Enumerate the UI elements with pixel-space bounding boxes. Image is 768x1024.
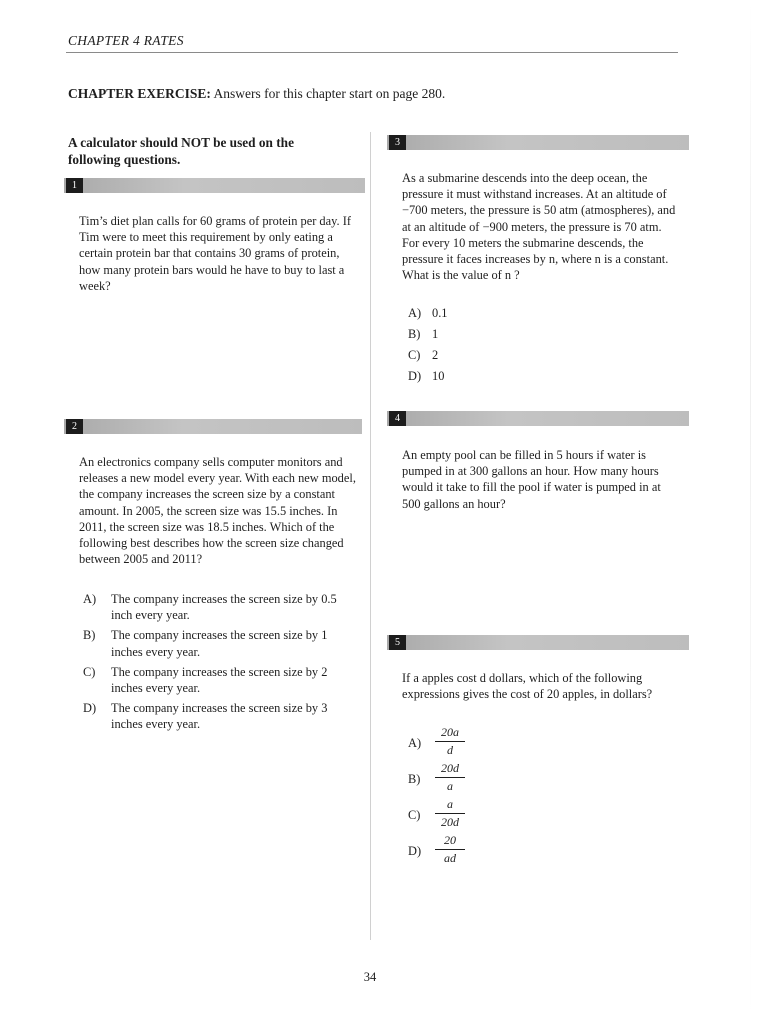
exercise-heading [68, 86, 445, 102]
question-2-choice-b [83, 627, 355, 659]
question-5-choice-c [408, 797, 528, 833]
question-2-text: An electronics company sells computer monitors and releases a new model every year. With each new model, the company increases the screen size by a constant amount. In 2005, the screen size was 15.5 inches. In 2011, the screen size was 18.5 inches. Which of the following best describes how the screen size changed between 2005 and 2011? [79, 455, 356, 567]
calculator-note [68, 134, 358, 168]
question-3-choice-a [408, 305, 528, 326]
fraction-denominator: ad [444, 851, 456, 865]
choice-text: 2 [432, 348, 439, 362]
choice-letter: D) [408, 844, 422, 858]
fraction-denominator: a [447, 779, 453, 793]
question-4-number: 4 [389, 411, 406, 426]
column-divider [370, 132, 371, 940]
calculator-note-line-1: A calculator should NOT be used on the [68, 135, 294, 150]
question-3-choice-d [408, 368, 528, 389]
question-1-header-bar [64, 178, 365, 193]
question-5-header-bar [387, 635, 689, 650]
header-rule [66, 52, 678, 53]
choice-letter: B) [408, 327, 421, 341]
question-3-text: As a submarine descends into the deep ocean, the pressure it must withstand increases. At an altitude of −700 meters, the pressure is 50 atm (atmospheres), and at an altitude of −900 meters, the pressure is 70 atm. For every 10 meters the submarine descends, the pressure it faces increases by n, where n is a constant. What is the value of n ? [402, 171, 676, 283]
question-2-header-bar [64, 419, 362, 434]
fraction-denominator: 20d [441, 815, 459, 829]
question-2-choice-d [83, 700, 355, 732]
choice-letter: A) [83, 592, 97, 606]
choice-letter: B) [83, 628, 96, 643]
fraction [435, 797, 465, 830]
choice-text: 1 [432, 327, 439, 341]
calculator-note-line-2: following questions. [68, 152, 181, 167]
choice-text: The company increases the screen size by 0.5 inch every year. [111, 592, 337, 623]
scan-edge [750, 0, 751, 1024]
choice-text: The company increases the screen size by 2 inches every year. [111, 664, 328, 696]
question-2-choice-a [83, 591, 355, 623]
choice-letter: A) [408, 306, 422, 320]
fraction [435, 725, 465, 758]
question-5-number: 5 [389, 635, 406, 650]
fraction-denominator: d [447, 743, 453, 757]
question-3-choice-b [408, 326, 528, 347]
choice-letter: C) [408, 348, 421, 362]
choice-text: 10 [432, 369, 445, 383]
fraction-numerator: a [435, 797, 465, 814]
page-number: 34 [363, 970, 377, 984]
question-5-choice-a [408, 725, 528, 761]
question-1-text: Tim’s diet plan calls for 60 grams of protein per day. If Tim were to meet this requirement by only eating a certain protein bar that contains 30 grams of protein, how many protein bars would he have to buy to last a week? [79, 214, 351, 293]
question-2-choice-c [83, 664, 355, 696]
question-1-number: 1 [66, 178, 83, 193]
choice-letter: C) [408, 808, 421, 822]
fraction [435, 761, 465, 794]
question-2-number: 2 [66, 419, 83, 434]
choice-letter: B) [408, 772, 421, 786]
choice-text: The company increases the screen size by 1 inches every year. [111, 628, 328, 659]
fraction-numerator: 20d [435, 761, 465, 778]
choice-letter: D) [408, 369, 422, 383]
question-4-text: An empty pool can be filled in 5 hours if water is pumped in at 300 gallons an hour. How many hours would it take to fill the pool if water is pumped in at 500 gallons an hour? [402, 448, 661, 511]
choice-letter: C) [83, 664, 96, 679]
question-3-choices [408, 305, 528, 389]
fraction-numerator: 20 [435, 833, 465, 850]
question-4-header-bar [387, 411, 689, 426]
question-2-choices [83, 591, 355, 737]
choice-text: 0.1 [432, 306, 448, 320]
question-5-choice-d [408, 833, 528, 869]
question-5-text: If a apples cost d dollars, which of the following expressions gives the cost of 20 apples, in dollars? [402, 671, 653, 702]
choice-letter: A) [408, 736, 422, 750]
question-3-number: 3 [389, 135, 406, 150]
question-5-choice-b [408, 761, 528, 797]
question-3-header-bar [387, 135, 689, 150]
choice-text: The company increases the screen size by 3 inches every year. [111, 701, 328, 732]
fraction-numerator: 20a [435, 725, 465, 742]
exercise-note: Answers for this chapter start on page 280. [213, 86, 446, 101]
question-5-choices [408, 725, 528, 869]
choice-letter: D) [83, 701, 97, 716]
fraction [435, 833, 465, 866]
exercise-title: CHAPTER EXERCISE: [68, 86, 211, 101]
chapter-header: CHAPTER 4 RATES [68, 33, 184, 48]
question-3-choice-c [408, 347, 528, 368]
